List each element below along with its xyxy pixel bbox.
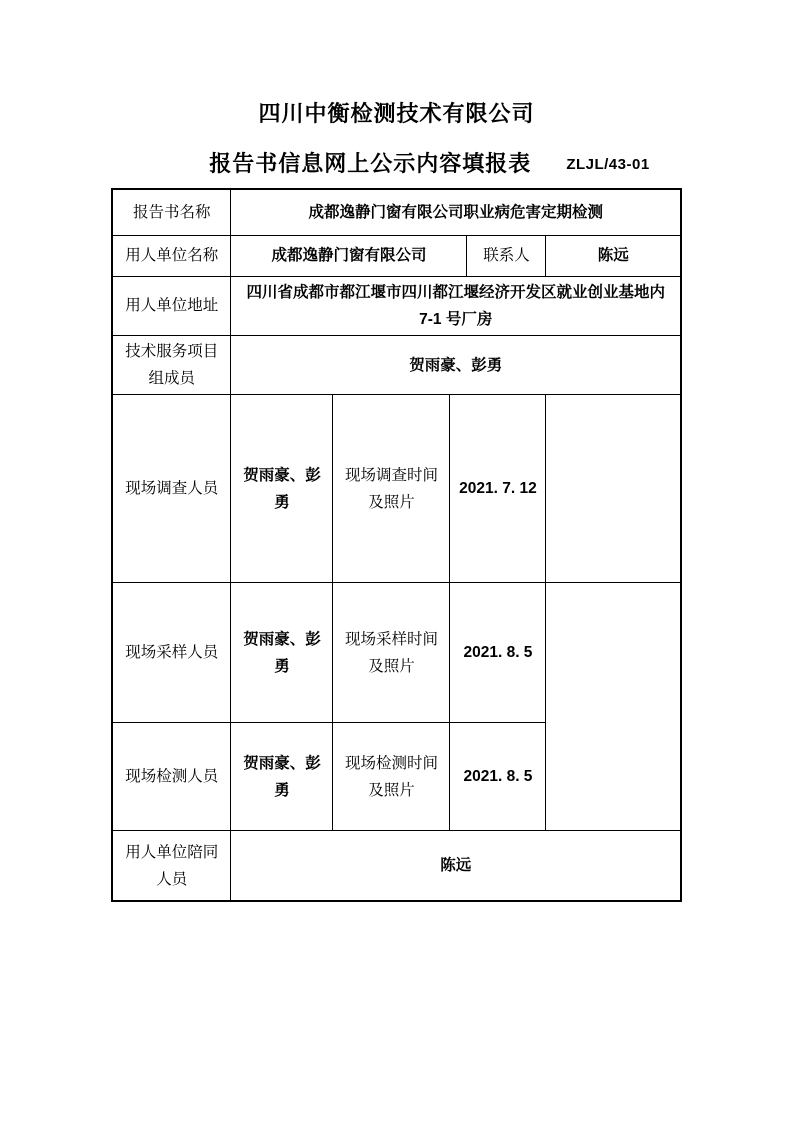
- survey-time-label-line-2: 及照片: [368, 493, 415, 511]
- employer-address-value: [231, 276, 681, 335]
- survey-date: 2021. 7. 12: [450, 395, 546, 583]
- project-team-label-line-1: 技术服务项目: [125, 343, 219, 361]
- employer-name-label: 用人单位名称: [112, 235, 231, 276]
- survey-time-label: [333, 395, 450, 583]
- employer-address-label: 用人单位地址: [112, 276, 231, 335]
- survey-staff-label: 现场调查人员: [112, 395, 231, 583]
- row-site-sampling: [112, 583, 681, 723]
- row-site-survey: [112, 395, 681, 583]
- testing-staff-label: 现场检测人员: [112, 723, 231, 831]
- row-employer-address: [112, 276, 681, 335]
- sampling-time-label: [333, 583, 450, 723]
- form-code: ZLJL/43-01: [566, 155, 650, 173]
- contact-label: 联系人: [467, 235, 546, 276]
- survey-time-label-line-1: 现场调查时间: [344, 466, 438, 484]
- survey-staff-names: [231, 395, 333, 583]
- report-name-value: 成都逸静门窗有限公司职业病危害定期检测: [231, 189, 681, 235]
- sampling-staff-label: 现场采样人员: [112, 583, 231, 723]
- employer-name-value: 成都逸静门窗有限公司: [231, 235, 467, 276]
- sampling-staff-line-1: 贺雨豪、彭: [243, 630, 321, 648]
- form-title: 报告书信息网上公示内容填报表: [209, 151, 532, 177]
- sampling-testing-photo-cell: [546, 583, 681, 831]
- sampling-time-label-line-1: 现场采样时间: [344, 630, 438, 648]
- project-team-label-line-2: 组成员: [148, 370, 195, 388]
- report-name-label: 报告书名称: [112, 189, 231, 235]
- sampling-time-label-line-2: 及照片: [368, 657, 415, 675]
- project-team-value: 贺雨豪、彭勇: [231, 336, 681, 395]
- accompany-label: [112, 831, 231, 901]
- survey-staff-line-2: 勇: [274, 493, 290, 511]
- sampling-staff-names: [231, 583, 333, 723]
- testing-staff-line-2: 勇: [274, 781, 290, 799]
- row-employer-name: [112, 235, 681, 276]
- row-accompany: [112, 831, 681, 901]
- accompany-label-line-2: 人员: [156, 870, 188, 888]
- address-line-2: 7-1 号厂房: [419, 311, 493, 328]
- testing-staff-line-1: 贺雨豪、彭: [243, 754, 321, 772]
- testing-time-label-line-2: 及照片: [368, 781, 415, 799]
- testing-staff-names: [231, 723, 333, 831]
- sampling-staff-line-2: 勇: [274, 657, 290, 675]
- form-title-row: [0, 152, 793, 176]
- contact-name-value: 陈远: [546, 235, 681, 276]
- sampling-date: 2021. 8. 5: [450, 583, 546, 723]
- survey-photo-cell: [546, 395, 681, 583]
- row-project-team: [112, 336, 681, 395]
- testing-time-label-line-1: 现场检测时间: [344, 754, 438, 772]
- testing-date: 2021. 8. 5: [450, 723, 546, 831]
- report-info-table: [111, 188, 682, 902]
- address-line-1: 四川省成都市都江堰市四川都江堰经济开发区就业创业基地内: [246, 283, 665, 301]
- project-team-label: [112, 336, 231, 395]
- row-report-name: [112, 189, 681, 235]
- testing-time-label: [333, 723, 450, 831]
- company-title: 四川中衡检测技术有限公司: [258, 101, 535, 126]
- accompany-label-line-1: 用人单位陪同: [125, 843, 219, 861]
- accompany-value: 陈远: [231, 831, 681, 901]
- survey-staff-line-1: 贺雨豪、彭: [243, 466, 321, 484]
